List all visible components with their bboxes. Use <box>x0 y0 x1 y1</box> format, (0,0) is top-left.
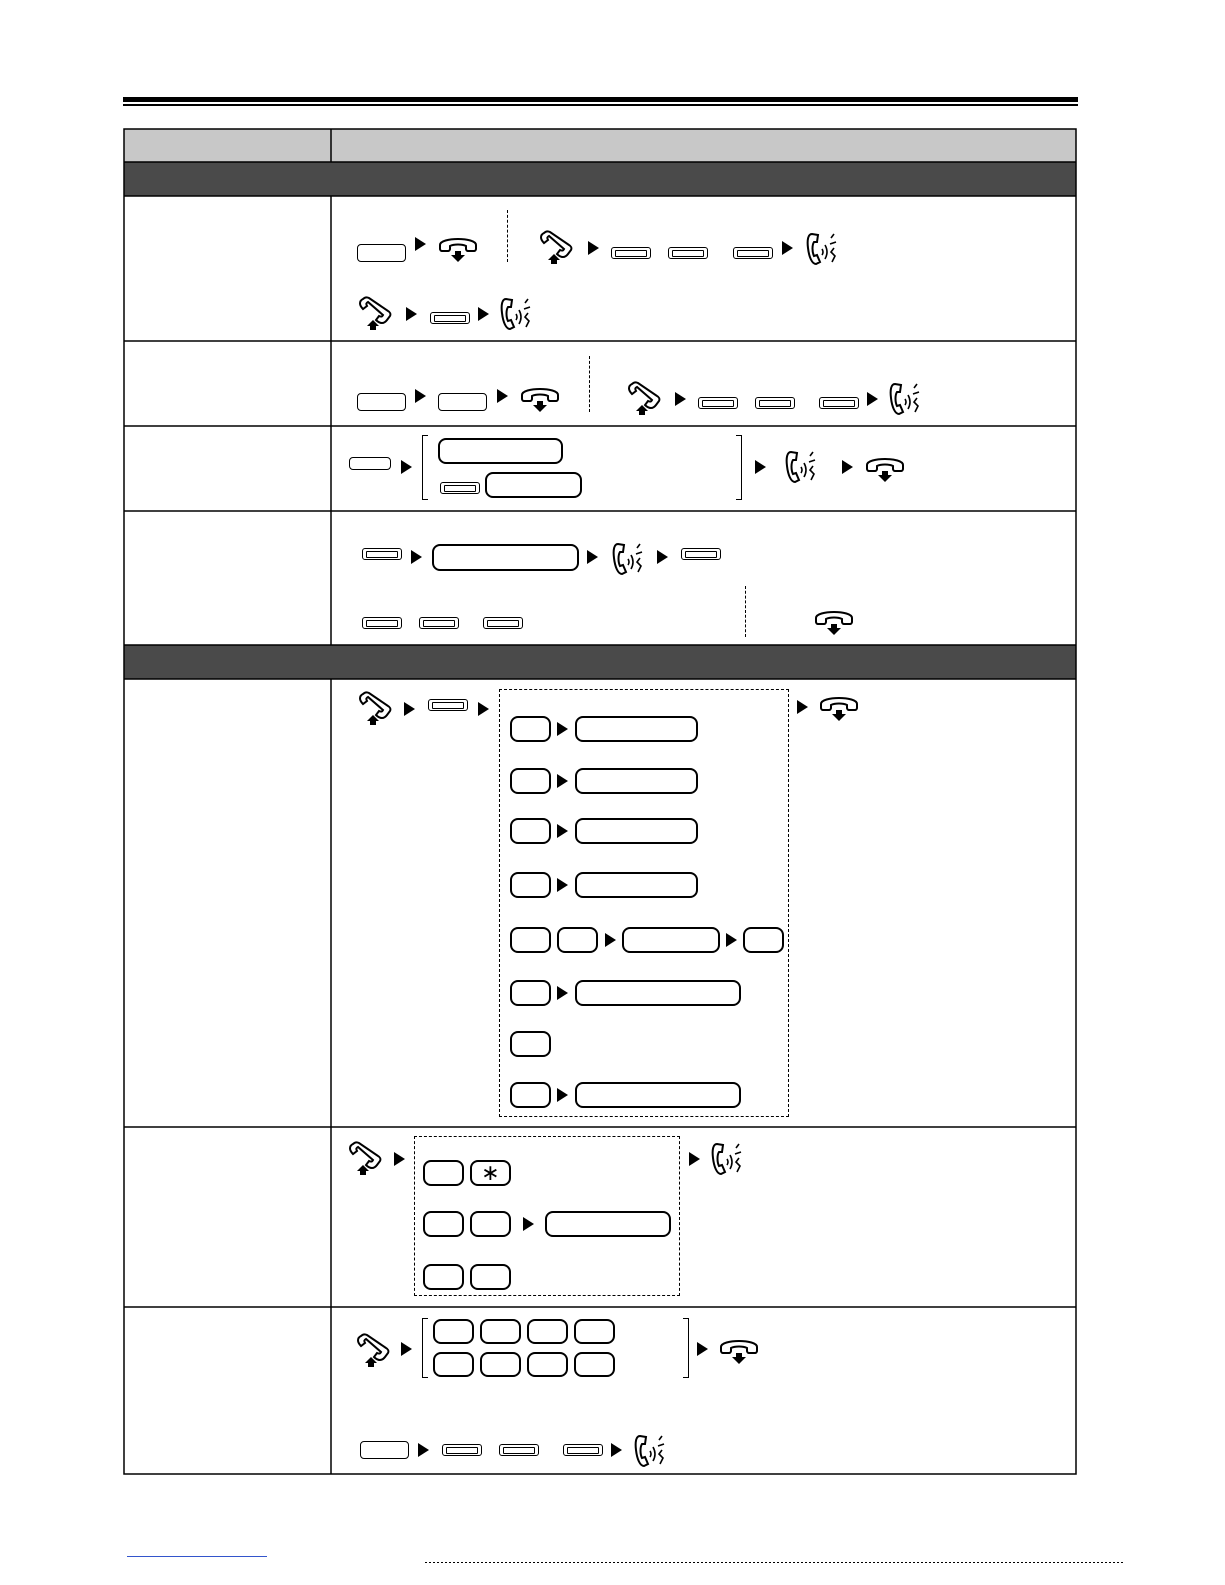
arrow <box>478 307 489 321</box>
option-key[interactable] <box>527 1319 568 1344</box>
dial-key[interactable] <box>430 312 470 324</box>
arrow <box>404 702 415 716</box>
dial-key[interactable] <box>499 1444 539 1456</box>
arrow <box>689 1152 700 1166</box>
arrow <box>415 237 426 251</box>
arrow <box>842 460 853 474</box>
option-key[interactable] <box>423 1160 464 1186</box>
arrow <box>611 1443 622 1457</box>
arrow <box>401 1342 412 1356</box>
arrow <box>782 241 793 255</box>
dial-key[interactable] <box>362 548 402 560</box>
number-field[interactable] <box>545 1211 671 1237</box>
section-row-1 <box>124 162 1076 196</box>
on-hook-handset-icon <box>717 1335 761 1365</box>
number-field[interactable] <box>575 768 698 794</box>
option-key[interactable] <box>510 818 551 844</box>
dial-key[interactable] <box>819 397 859 409</box>
bracket <box>422 435 428 500</box>
option-key[interactable] <box>510 1082 551 1108</box>
on-hook-handset-icon <box>817 692 861 722</box>
dial-key[interactable] <box>442 1444 482 1456</box>
arrow <box>587 550 598 564</box>
number-field[interactable] <box>575 1082 741 1108</box>
option-key[interactable] <box>557 927 598 953</box>
talking-handset-icon <box>887 380 923 418</box>
footer-rule <box>425 1562 1125 1563</box>
off-hook-handset-icon <box>357 295 401 331</box>
arrow <box>557 722 568 736</box>
bracket <box>736 435 742 500</box>
option-key[interactable] <box>743 927 784 953</box>
off-hook-handset-icon <box>357 690 401 726</box>
arrow <box>675 392 686 406</box>
arrow <box>557 986 568 1000</box>
option-key[interactable] <box>470 1264 511 1290</box>
arrow <box>406 307 417 321</box>
option-key[interactable] <box>423 1264 464 1290</box>
off-hook-handset-icon <box>347 1140 391 1176</box>
arrow <box>557 1088 568 1102</box>
option-key[interactable] <box>574 1352 615 1377</box>
on-hook-handset-icon <box>436 233 480 263</box>
program-key[interactable] <box>438 393 487 411</box>
arrow <box>697 1342 708 1356</box>
divider <box>507 210 508 262</box>
option-key[interactable] <box>510 716 551 742</box>
header-row <box>124 129 1076 162</box>
talking-handset-icon <box>632 1432 668 1470</box>
dial-key[interactable] <box>733 247 773 259</box>
arrow <box>605 933 616 947</box>
bracket <box>683 1318 689 1378</box>
arrow <box>557 774 568 788</box>
option-key[interactable] <box>510 768 551 794</box>
talking-handset-icon <box>709 1140 745 1178</box>
program-key[interactable] <box>357 393 406 411</box>
talking-handset-icon <box>783 448 819 486</box>
program-key[interactable] <box>357 244 406 262</box>
arrow <box>478 702 489 716</box>
arrow <box>415 389 426 403</box>
arrow <box>867 392 878 406</box>
arrow <box>755 460 766 474</box>
number-field[interactable] <box>575 980 741 1006</box>
arrow <box>797 700 808 714</box>
option-key[interactable] <box>510 872 551 898</box>
dial-key[interactable] <box>483 617 523 629</box>
number-field[interactable] <box>575 716 698 742</box>
off-hook-handset-icon <box>626 380 670 416</box>
option-key[interactable] <box>480 1352 521 1377</box>
number-field[interactable] <box>438 438 563 464</box>
talking-handset-icon <box>498 295 534 333</box>
option-key[interactable] <box>510 1031 551 1057</box>
arrow <box>394 1152 405 1166</box>
talking-handset-icon <box>804 230 840 268</box>
arrow <box>411 550 422 564</box>
arrow <box>418 1443 429 1457</box>
off-hook-handset-icon <box>538 229 582 265</box>
dial-key[interactable] <box>611 247 651 259</box>
option-key[interactable] <box>510 927 551 953</box>
talking-handset-icon <box>610 540 646 578</box>
option-key[interactable] <box>480 1319 521 1344</box>
divider <box>589 356 590 412</box>
dial-key[interactable] <box>563 1444 603 1456</box>
option-key[interactable] <box>423 1211 464 1237</box>
arrow <box>401 460 412 474</box>
program-key[interactable] <box>360 1441 409 1459</box>
divider <box>745 586 746 637</box>
arrow <box>557 878 568 892</box>
number-field[interactable] <box>485 472 582 498</box>
star-key[interactable] <box>470 1160 511 1186</box>
arrow <box>588 241 599 255</box>
bracket <box>422 1318 428 1378</box>
arrow <box>726 933 737 947</box>
on-hook-handset-icon <box>863 453 907 483</box>
footer-link <box>127 1556 267 1557</box>
on-hook-handset-icon <box>518 383 562 413</box>
option-key[interactable] <box>574 1319 615 1344</box>
option-key[interactable] <box>470 1211 511 1237</box>
option-key[interactable] <box>527 1352 568 1377</box>
option-key[interactable] <box>433 1319 474 1344</box>
dial-key[interactable] <box>419 617 459 629</box>
arrow <box>557 824 568 838</box>
dial-key[interactable] <box>681 548 721 560</box>
on-hook-handset-icon <box>812 606 856 636</box>
number-field[interactable] <box>575 872 698 898</box>
section-row-2 <box>124 645 1076 679</box>
number-field[interactable] <box>432 544 579 571</box>
option-key[interactable] <box>433 1352 474 1377</box>
program-key[interactable] <box>349 457 391 470</box>
option-key[interactable] <box>510 980 551 1006</box>
dial-key[interactable] <box>755 397 795 409</box>
dial-key[interactable] <box>440 482 480 494</box>
dial-key[interactable] <box>698 397 738 409</box>
arrow <box>523 1217 534 1231</box>
arrow <box>497 389 508 403</box>
dial-key[interactable] <box>668 247 708 259</box>
arrow <box>657 550 668 564</box>
number-field[interactable] <box>622 927 720 953</box>
dial-key[interactable] <box>362 617 402 629</box>
off-hook-handset-icon <box>355 1332 399 1368</box>
number-field[interactable] <box>575 818 698 844</box>
star-key-label: ∗ <box>481 1160 500 1186</box>
dial-key[interactable] <box>428 699 468 711</box>
